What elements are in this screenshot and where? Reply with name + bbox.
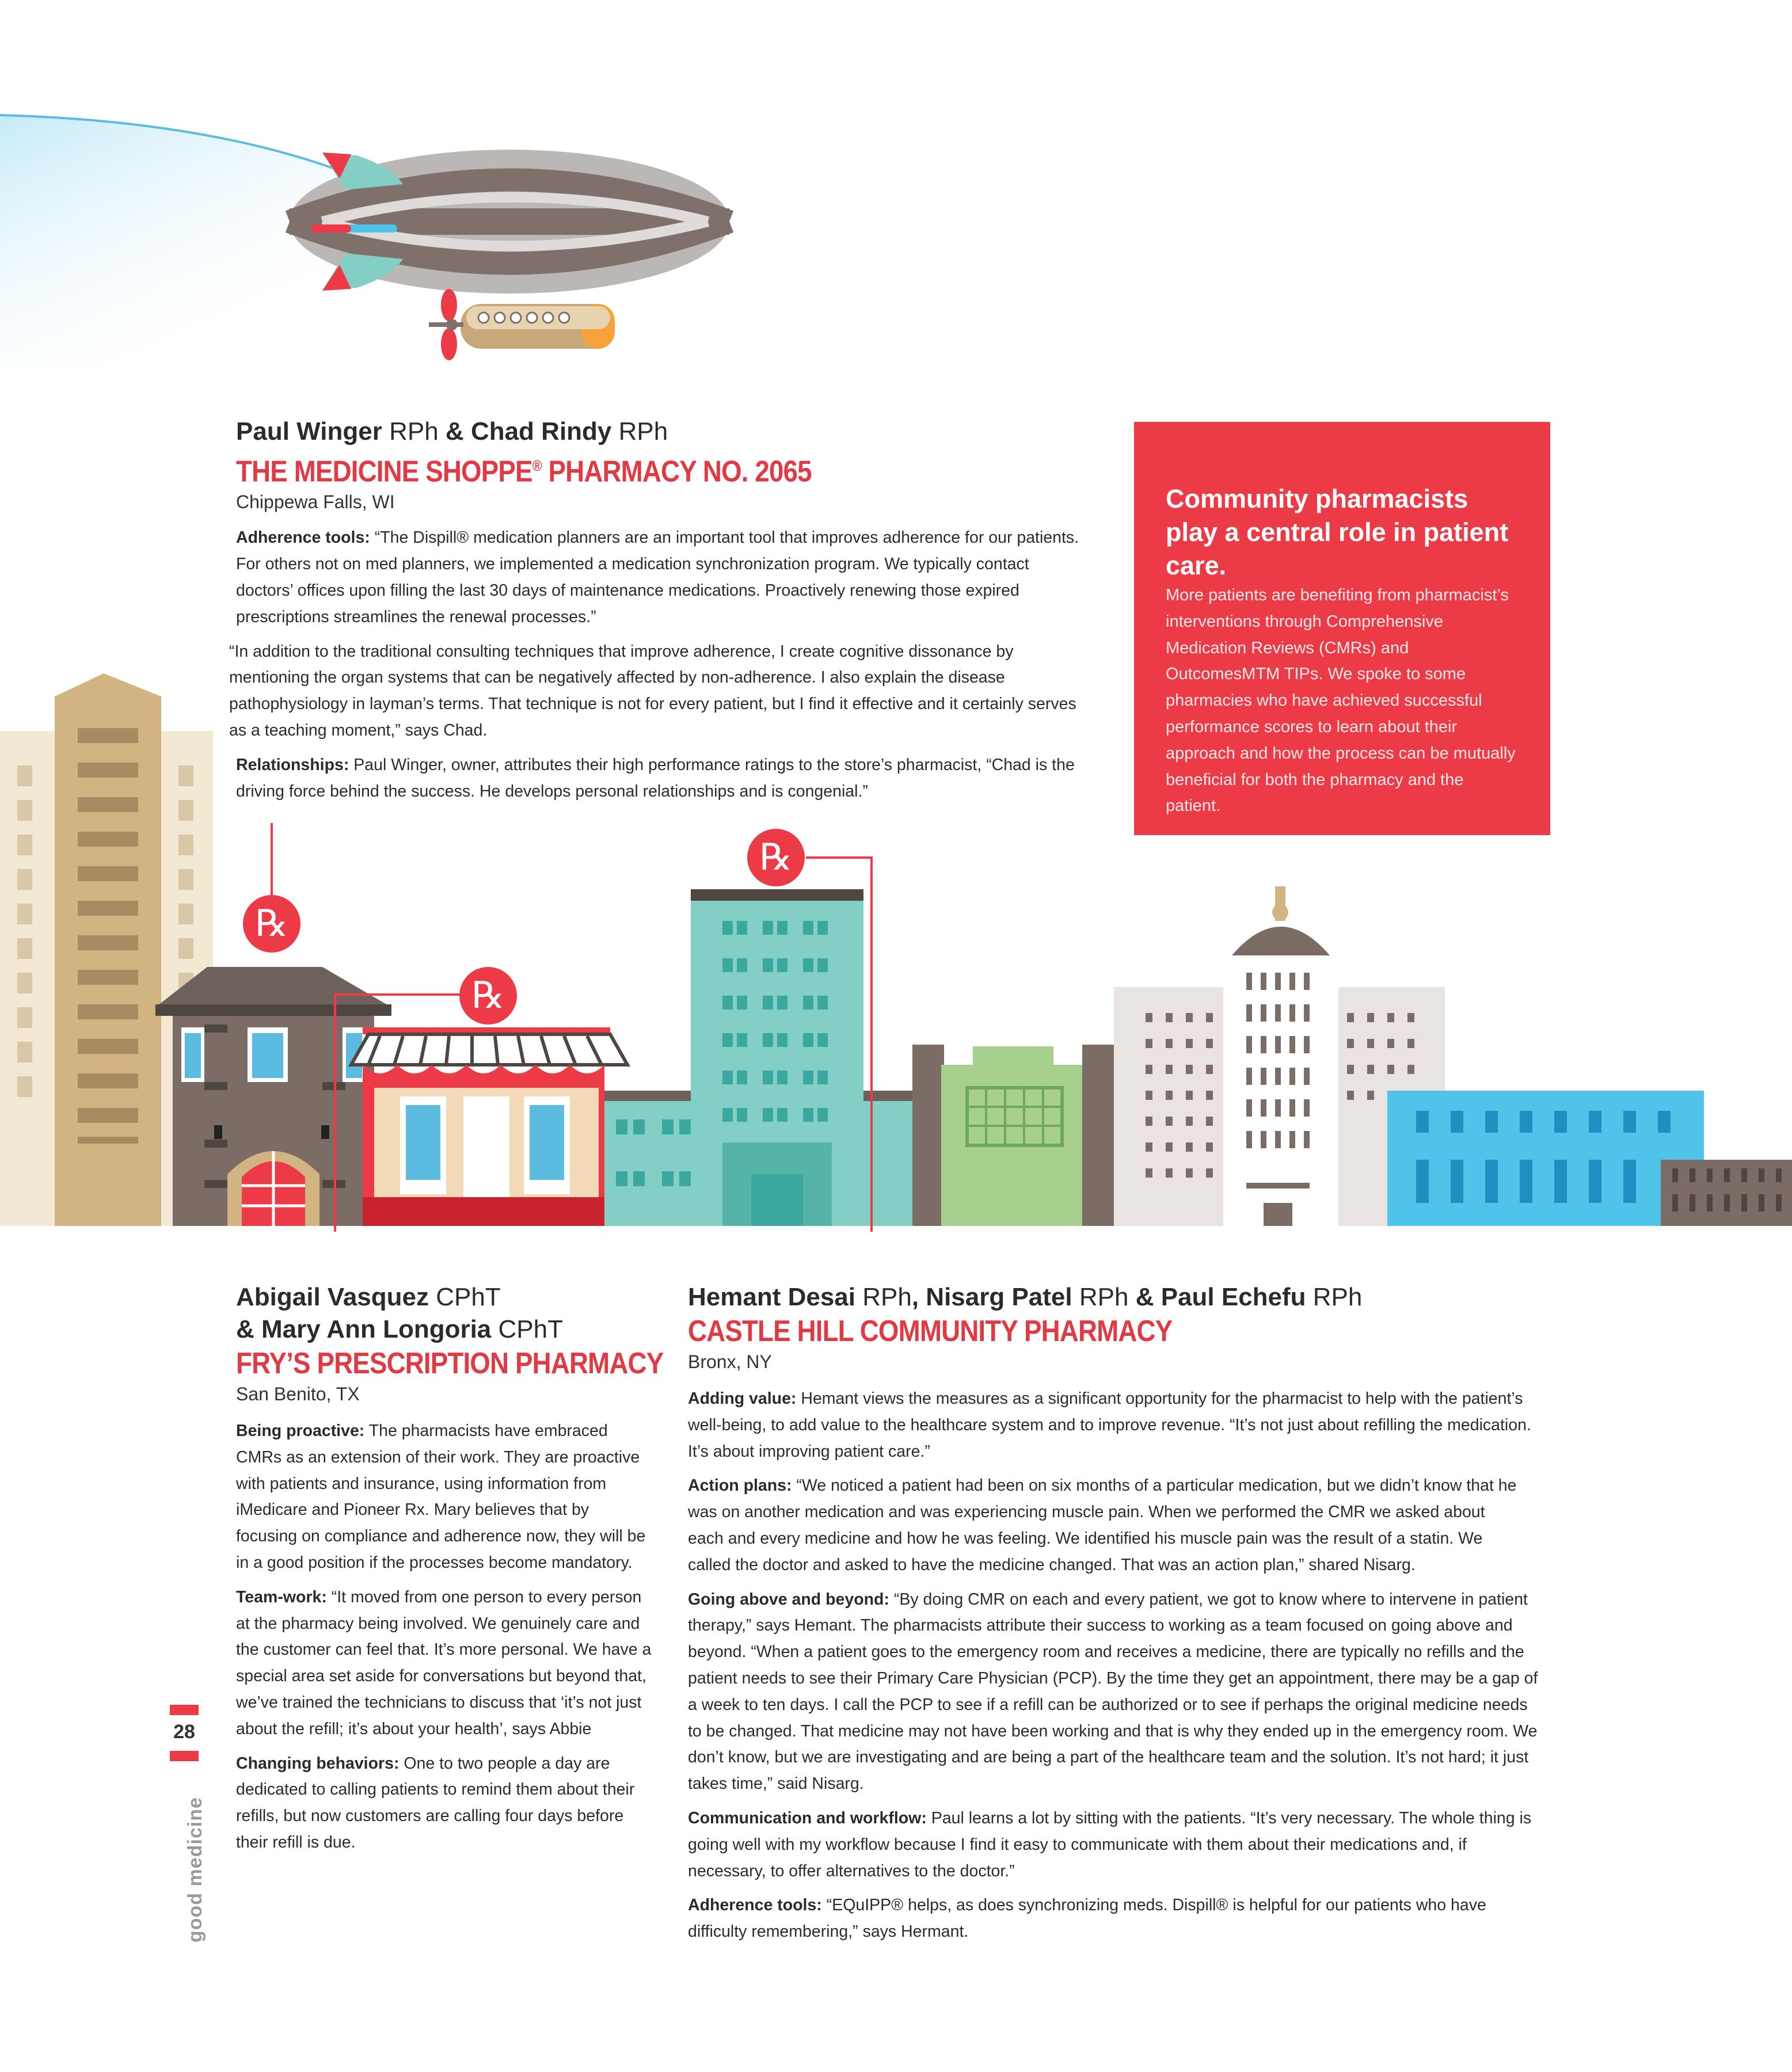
paragraph: [236, 525, 1088, 630]
pharmacy-location: Bronx, NY: [688, 1351, 772, 1372]
paragraph-label: Being proactive:: [236, 1422, 365, 1440]
paragraph: [688, 1806, 1534, 1884]
callout-title: Community pharmacists play a central role in patient care.: [1166, 484, 1509, 580]
paragraph-text: “In addition to the traditional consulting techniques that improve adherence, I create cognitive dissonance by mentioning the organ systems that can be negatively affected by non-adherence. I also explain the disease pathophysiology in layman’s terms. That technique is not for every patient, but I find it effective and it certainly serves as a teaching moment,” says Chad.: [229, 642, 1076, 740]
magazine-name: good medicine: [184, 1797, 206, 1943]
paragraph-label: Adding value:: [688, 1389, 797, 1408]
pharmacist-names: [236, 1313, 656, 1346]
pharmacist-names: [236, 1281, 656, 1313]
paragraph-label: Team-work:: [236, 1587, 327, 1606]
paragraph-text: The pharmacists have embraced CMRs as an extension of their work. They are proactive with patients and insurance, using information from iMedicare and Pioneer Rx. Mary believes that by focusing on compliance and adherence now, they will be in a good position if the processes become mandatory.: [236, 1422, 646, 1572]
pharmacist-name: Mary Ann Longoria: [261, 1315, 492, 1343]
paragraph-label: Changing behaviors:: [236, 1754, 400, 1773]
paragraph-label: Relationships:: [236, 755, 349, 774]
paragraph-text: Paul learns a lot by sitting with the patients. “It’s very necessary. The whole thing is going well with my workflow because I find it easy to communicate with them about their medications and, if necessary, to offer alternatives to the doctor.”: [688, 1808, 1532, 1880]
paragraph-text: One to two people a day are dedicated to calling patients to remind them about their refills, but now customers are calling four days before their refill is due.: [236, 1754, 635, 1852]
paragraph-text: “It moved from one person to every person at the pharmacy being involved. We genuinely care and the customer can feel that. It’s more personal. We have a special area set aside for conversations but beyond that, we’ve trained the technicians to discuss that ‘it’s not just about the refill; it’s about your health’, says Abbie: [236, 1587, 652, 1738]
name-separator: &: [1128, 1283, 1161, 1311]
paragraph: [229, 639, 1093, 744]
rx-badge-frys: [459, 967, 517, 1024]
rx-symbol: ℞: [471, 974, 505, 1017]
paragraph: [236, 1751, 653, 1856]
rx-badge-medicine-shoppe: [243, 895, 300, 953]
pharmacist-name: Hemant Desai: [688, 1283, 856, 1311]
pharmacist-name: Chad Rindy: [470, 417, 612, 445]
credential: RPh: [1079, 1283, 1129, 1311]
paragraph-text: “By doing CMR on each and every patient, we got to know where to intervene in patient therapy,” says Hemant. The pharmacists attribute their success to working as a team focused on going above and beyond. “When a patient goes to the emergency room and receives a medicine, there are typically no refills and the patient needs to see their Primary Care Physician (PCP). By the time they get an appointment, there may be a gap of a week to ten days. I call the PCP to see if a refill can be authorized or to see if perhaps the original medicine needs to be changed. That medicine may not have been working and that is why they ended up in the emergency room. We don’t know, but we are investigating and are being a part of the healthcare team and the solution. It’s not hard; it just takes time,” said Nisarg.: [688, 1590, 1538, 1793]
section-castle-hill-pharmacy: [688, 1281, 1551, 1953]
page-number: 28: [173, 1721, 195, 1743]
pharmacy-name-suffix: PHARMACY NO. 2065: [541, 455, 812, 489]
paragraph-text: “The Dispill® medication planners are an important tool that improves adherence for our patients. For others not on med planners, we implemented a medication synchronization program. We typically contact doctors’ offices upon filling the last 30 days of maintenance medications. Proactively renewing those expired prescriptions streamlines the renewal processes.”: [236, 528, 1079, 626]
rx-symbol: ℞: [255, 902, 288, 945]
pharmacy-location: Chippewa Falls, WI: [236, 492, 395, 513]
paragraph: [236, 1585, 653, 1743]
callout-body: More patients are benefiting from pharmacist’s interventions through Comprehensive Medication Reviews (CMRs) and OutcomesMTM TIPs. We spoke to some pharmacies who have achieved successful performance scores to learn about their approach and how the process can be mutually beneficial for both the pharmacy and the patient.: [1166, 586, 1516, 816]
pharmacist-names: [688, 1281, 1551, 1313]
paragraph-label: Communication and workflow:: [688, 1808, 927, 1827]
page-number-bar-bottom: [170, 1751, 199, 1761]
paragraph: [688, 1892, 1517, 1945]
pharmacy-name: [236, 448, 996, 489]
sky-arc: [0, 115, 345, 368]
registered-mark: ®: [532, 457, 542, 474]
pharmacist-name: Paul Echefu: [1161, 1283, 1306, 1311]
credential: RPh: [618, 417, 668, 445]
paragraph-label: Adherence tools:: [688, 1896, 822, 1915]
page-number-bar-top: [170, 1705, 199, 1715]
airship-illustration: [0, 0, 806, 368]
callout-box: [1134, 422, 1550, 835]
pharmacist-name: Abigail Vasquez: [236, 1283, 429, 1311]
credential: RPh: [1312, 1283, 1363, 1311]
paragraph-text: “EQuIPP® helps, as does synchronizing meds. Dispill® is helpful for our patients who have difficulty remembering,” says Hermant.: [688, 1896, 1486, 1941]
paragraph-label: Going above and beyond:: [688, 1590, 889, 1609]
paragraph: [688, 1386, 1543, 1465]
name-separator: ,: [911, 1283, 926, 1311]
pharmacy-name: CASTLE HILL COMMUNITY PHARMACY: [688, 1315, 1173, 1348]
pharmacy-name-text: THE MEDICINE SHOPPE: [236, 455, 532, 489]
paragraph: [688, 1587, 1543, 1797]
pharmacy-name: FRY’S PRESCRIPTION PHARMACY: [236, 1347, 664, 1380]
paragraph: [236, 1418, 653, 1576]
paragraph-text: Paul Winger, owner, attributes their high performance ratings to the store’s pharmacist, “Chad is the driving force behind the success. He develops personal relationships and is congenial.”: [236, 755, 1075, 801]
credential: CPhT: [436, 1283, 501, 1311]
pharmacist-name: Nisarg Patel: [926, 1283, 1072, 1311]
pharmacy-location: San Benito, TX: [236, 1384, 360, 1404]
paragraph-label: Action plans:: [688, 1476, 792, 1495]
section-medicine-shoppe: [229, 416, 1099, 813]
name-joiner: &: [445, 417, 464, 445]
paragraph: [236, 752, 1094, 805]
credential: CPhT: [498, 1315, 563, 1343]
credential: RPh: [862, 1283, 912, 1311]
name-joiner: &: [236, 1315, 261, 1343]
rx-symbol: ℞: [759, 836, 793, 879]
paragraph: [688, 1473, 1517, 1578]
pharmacist-name: Paul Winger: [236, 417, 382, 445]
rx-badge-castle-hill: [747, 829, 805, 886]
section-frys-pharmacy: [236, 1281, 664, 1864]
paragraph-label: Adherence tools:: [236, 528, 370, 547]
credential: RPh: [389, 417, 439, 445]
paragraph-text: “We noticed a patient had been on six months of a particular medication, but we didn’t know that he was on another medication and was experiencing muscle pain. When we performed the CMR we asked about each and every medicine and how he was feeling. We identified his muscle pain was the result of a statin. We called the doctor and asked to have the medicine changed. That was an action plan,” shared Nisarg.: [688, 1476, 1517, 1574]
pharmacist-names: [236, 416, 1099, 448]
paragraph-text: Hemant views the measures as a significant opportunity for the pharmacist to help with the patient’s well-being, to add value to the healthcare system and to improve revenue. “It’s not just about refilling the medication. It’s about improving patient care.”: [688, 1389, 1531, 1461]
